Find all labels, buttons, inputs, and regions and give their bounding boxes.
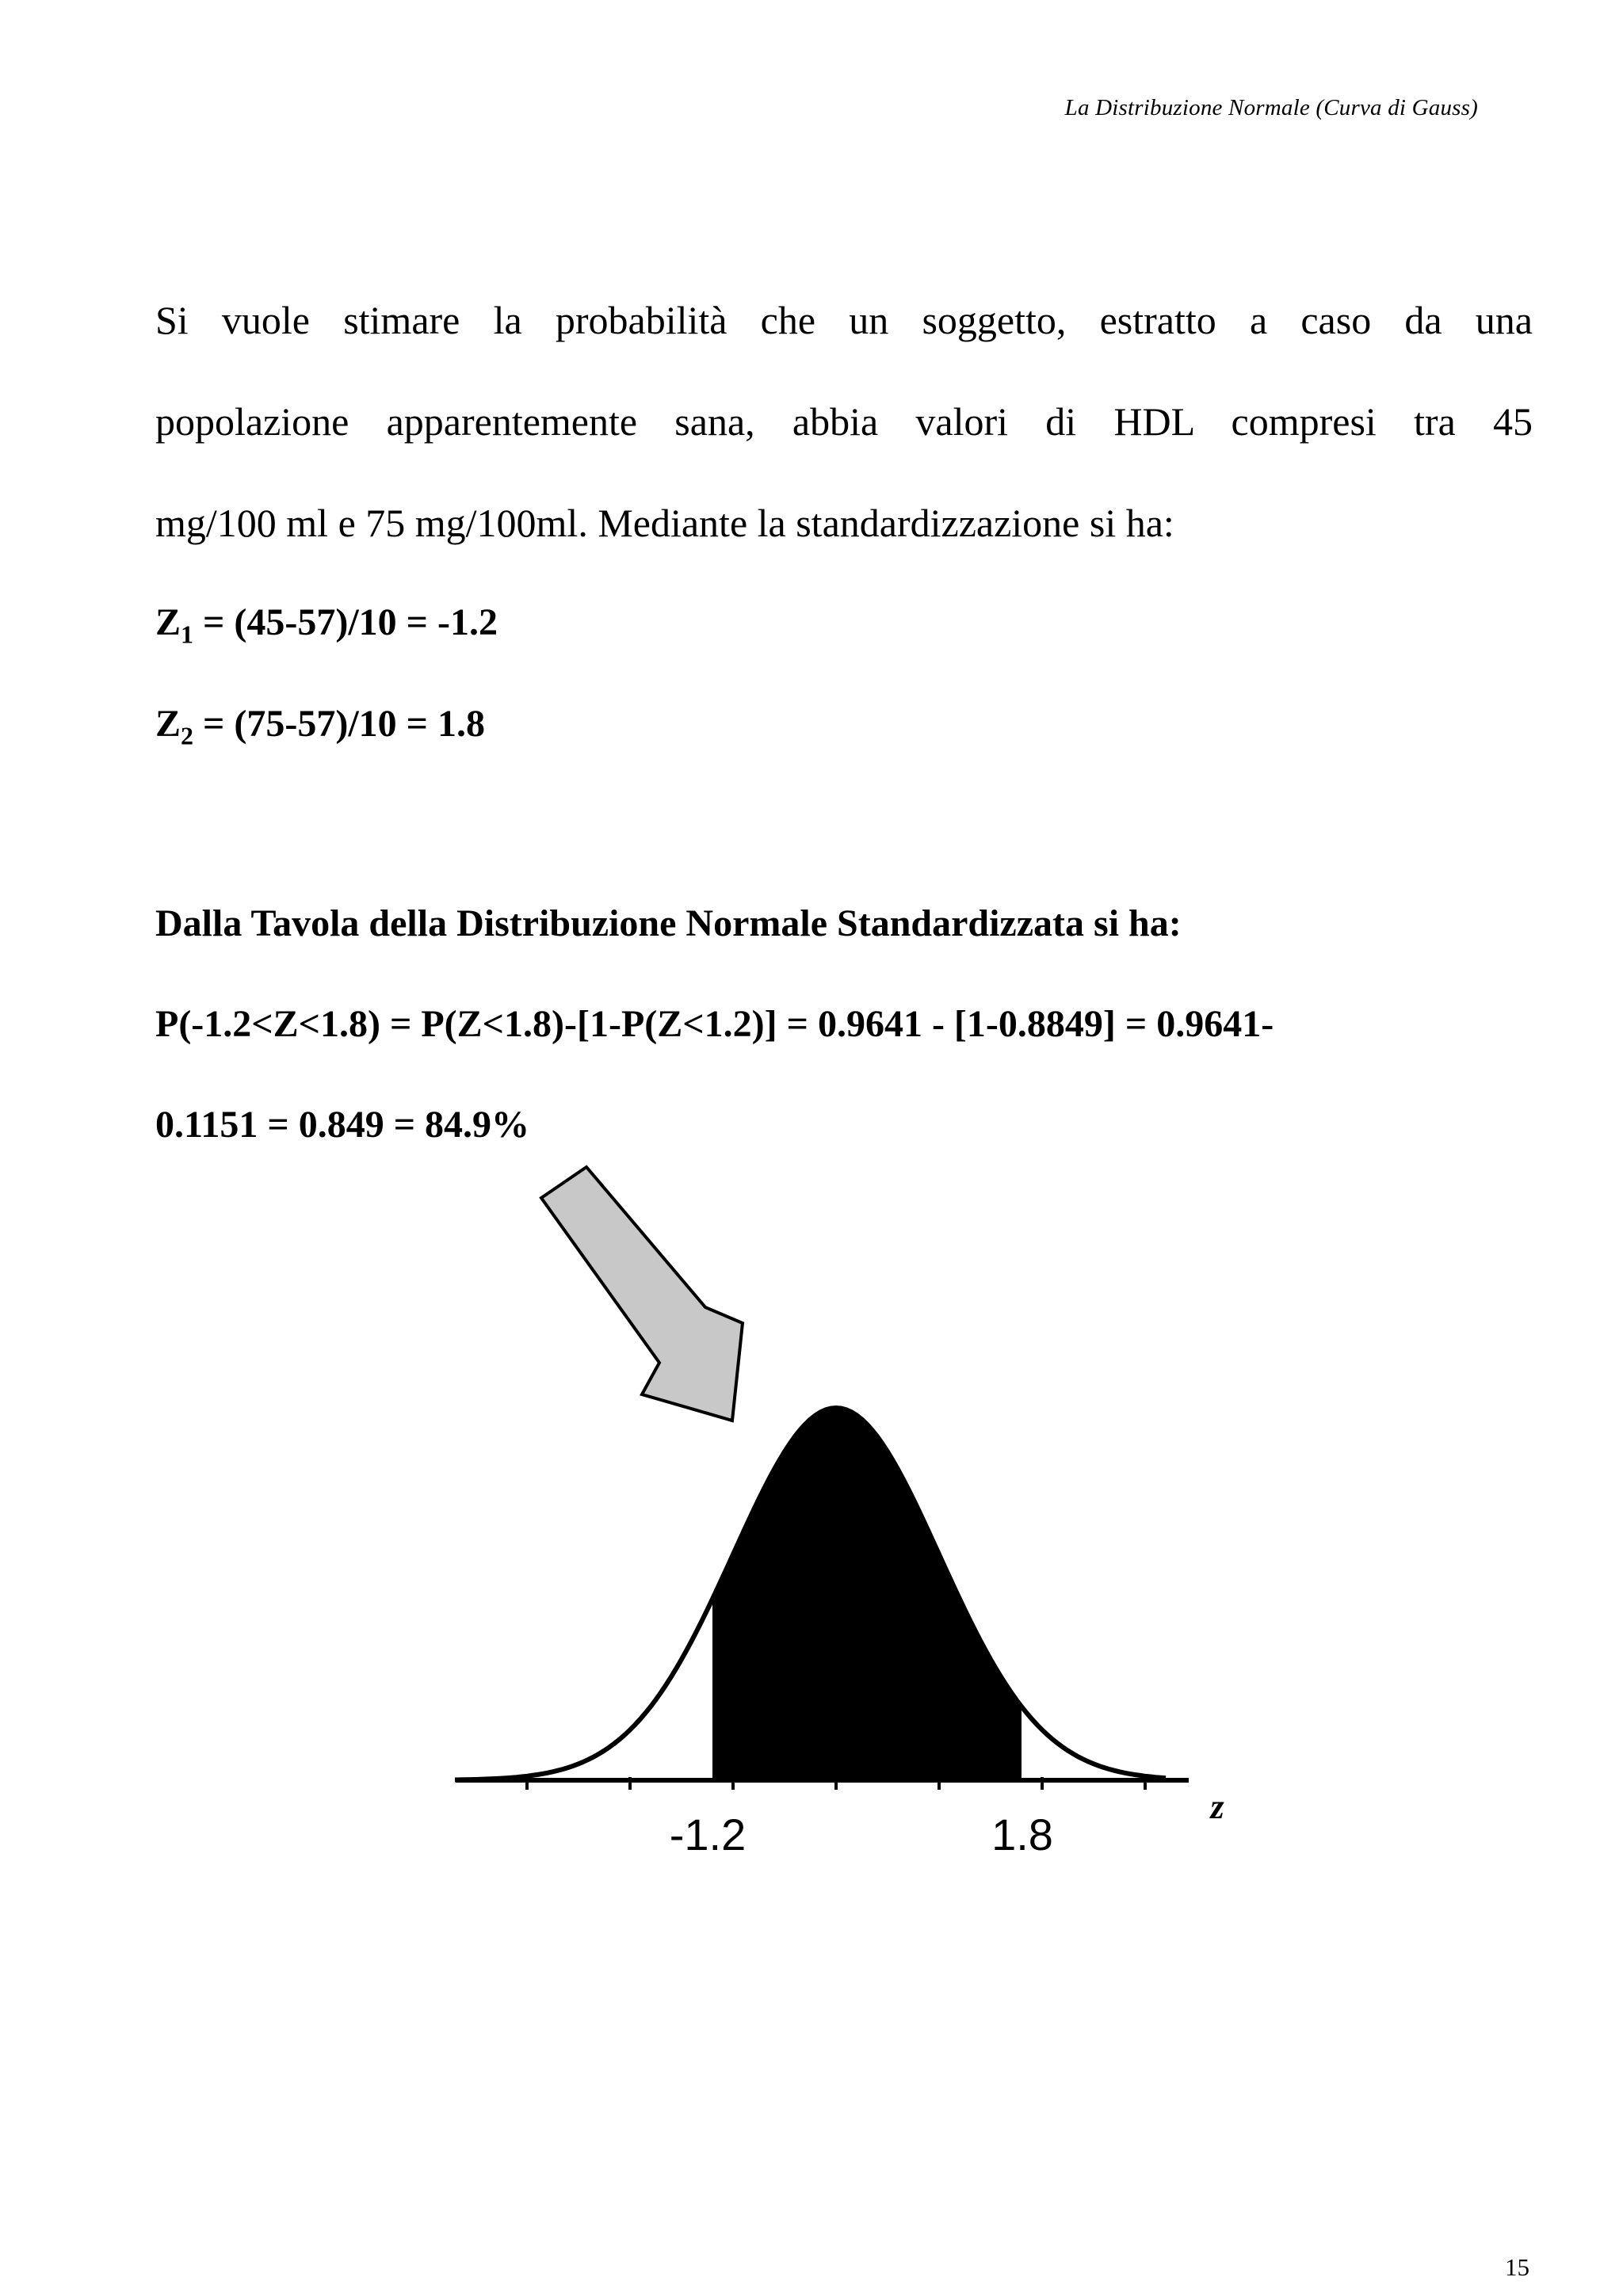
page-number: 15: [1505, 2253, 1529, 2281]
probability-line-1: P(-1.2<Z<1.8) = P(Z<1.8)-[1-P(Z<1.2)] = 0.9641 - [1-0.8849] = 0.9641-: [155, 1003, 1274, 1045]
z2-expression: = (75-57)/10 = 1.8: [193, 703, 486, 745]
shaded-probability-area: [712, 1408, 1022, 1780]
pointer-arrow: [541, 1167, 743, 1421]
upper-bound-label: 1.8: [991, 1810, 1053, 1859]
z2-symbol: Z: [155, 703, 181, 745]
paragraph-line-2: popolazione apparentemente sana, abbia valori di HDL compresi tra 45: [155, 399, 1533, 444]
z1-expression: = (45-57)/10 = -1.2: [193, 601, 498, 643]
probability-line-2: 0.1151 = 0.849 = 84.9%: [155, 1104, 530, 1146]
paragraph-line-1: Si vuole stimare la probabilità che un soggetto, estratto a caso da una: [155, 298, 1533, 342]
paragraph-line-3: mg/100 ml e 75 mg/100ml. Mediante la standardizzazione si ha:: [155, 501, 1174, 545]
lower-bound-label: -1.2: [669, 1810, 747, 1859]
z2-subscript: 2: [181, 721, 194, 750]
z1-subscript: 1: [181, 620, 194, 649]
axis-label-z: z: [1210, 1787, 1224, 1826]
running-head: La Distribuzione Normale (Curva di Gauss): [1064, 95, 1478, 120]
z1-symbol: Z: [155, 601, 181, 643]
table-heading: Dalla Tavola della Distribuzione Normale Standardizzata si ha:: [155, 902, 1182, 944]
